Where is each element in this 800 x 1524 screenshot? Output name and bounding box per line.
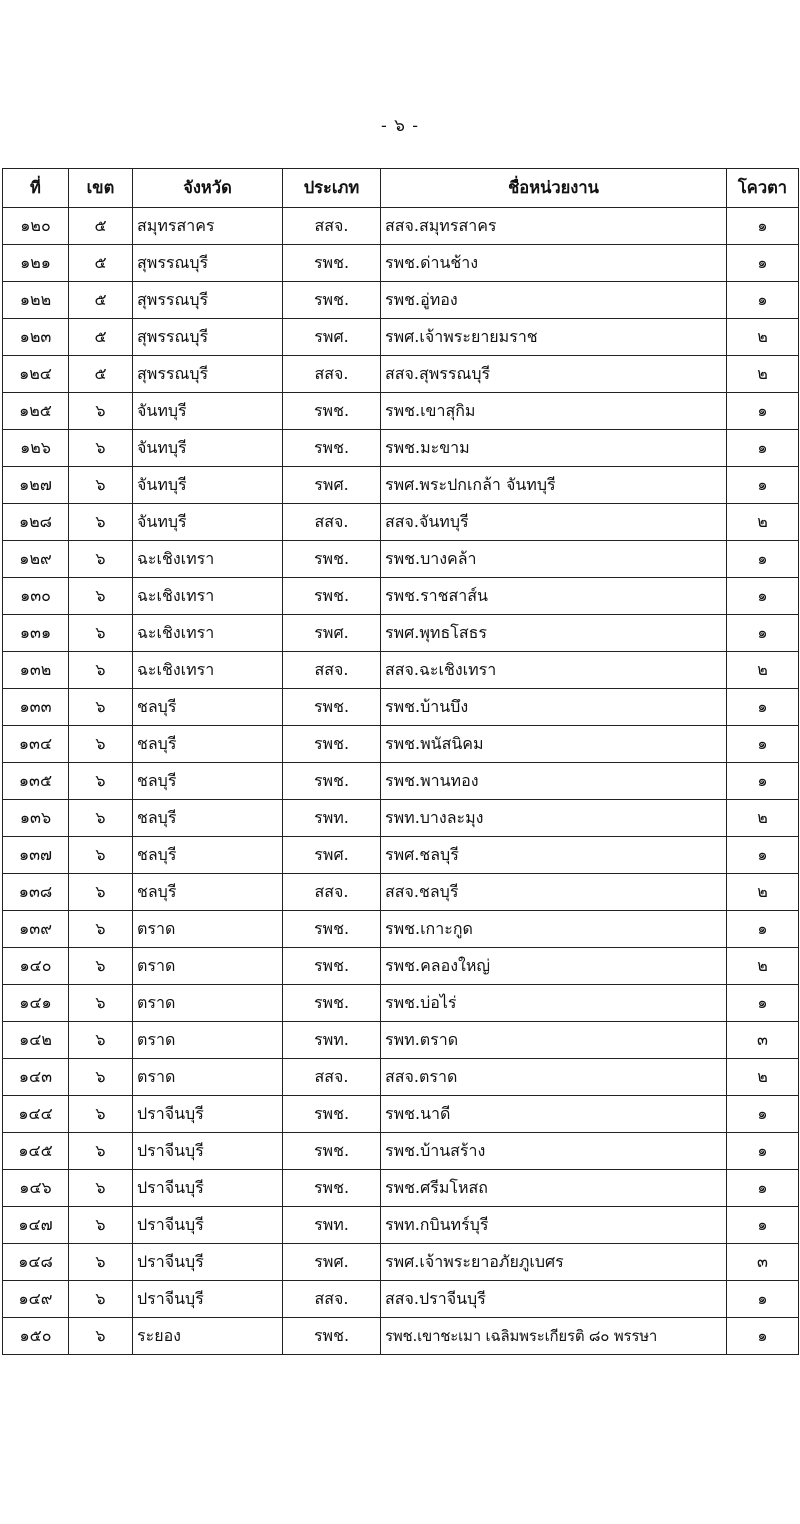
- row-number: ๑๓๓: [3, 689, 69, 726]
- zone-cell: ๖: [69, 726, 133, 763]
- province-cell: ฉะเชิงเทรา: [133, 615, 283, 652]
- quota-cell: ๑: [727, 726, 799, 763]
- unit-name-cell: รพท.ตราด: [381, 1022, 727, 1059]
- type-cell: รพช.: [283, 763, 381, 800]
- zone-cell: ๖: [69, 652, 133, 689]
- quota-table: [2, 168, 799, 1355]
- province-cell: ชลบุรี: [133, 837, 283, 874]
- province-cell: จันทบุรี: [133, 393, 283, 430]
- unit-name-cell: รพช.มะขาม: [381, 430, 727, 467]
- unit-name-cell: รพช.บ่อไร่: [381, 985, 727, 1022]
- type-cell: รพศ.: [283, 1244, 381, 1281]
- row-number: ๑๓๖: [3, 800, 69, 837]
- type-cell: สสจ.: [283, 1281, 381, 1318]
- row-number: ๑๓๐: [3, 578, 69, 615]
- province-cell: ตราด: [133, 948, 283, 985]
- table-row: [3, 1096, 799, 1133]
- type-cell: รพท.: [283, 800, 381, 837]
- zone-cell: ๖: [69, 800, 133, 837]
- quota-cell: ๒: [727, 874, 799, 911]
- quota-cell: ๑: [727, 837, 799, 874]
- row-number: ๑๒๓: [3, 319, 69, 356]
- table-row: [3, 1022, 799, 1059]
- header-type: ประเภท: [283, 169, 381, 208]
- row-number: ๑๒๔: [3, 356, 69, 393]
- quota-cell: ๒: [727, 504, 799, 541]
- type-cell: รพศ.: [283, 467, 381, 504]
- quota-cell: ๑: [727, 763, 799, 800]
- unit-name-cell: สสจ.ชลบุรี: [381, 874, 727, 911]
- quota-cell: ๓: [727, 1022, 799, 1059]
- quota-cell: ๒: [727, 1059, 799, 1096]
- quota-cell: ๑: [727, 245, 799, 282]
- province-cell: สุพรรณบุรี: [133, 356, 283, 393]
- row-number: ๑๓๑: [3, 615, 69, 652]
- province-cell: สมุทรสาคร: [133, 208, 283, 245]
- province-cell: ชลบุรี: [133, 800, 283, 837]
- row-number: ๑๒๘: [3, 504, 69, 541]
- table-row: [3, 208, 799, 245]
- type-cell: สสจ.: [283, 652, 381, 689]
- quota-cell: ๑: [727, 430, 799, 467]
- type-cell: รพศ.: [283, 837, 381, 874]
- zone-cell: ๖: [69, 1096, 133, 1133]
- unit-name-cell: สสจ.สุพรรณบุรี: [381, 356, 727, 393]
- zone-cell: ๖: [69, 578, 133, 615]
- unit-name-cell: รพช.ด่านช้าง: [381, 245, 727, 282]
- type-cell: รพช.: [283, 430, 381, 467]
- table-row: [3, 504, 799, 541]
- table-row: [3, 615, 799, 652]
- type-cell: รพช.: [283, 911, 381, 948]
- unit-name-cell: รพช.ราชสาส์น: [381, 578, 727, 615]
- table-row: [3, 578, 799, 615]
- table-row: [3, 689, 799, 726]
- type-cell: รพช.: [283, 1318, 381, 1355]
- row-number: ๑๓๙: [3, 911, 69, 948]
- province-cell: จันทบุรี: [133, 467, 283, 504]
- unit-name-cell: รพช.ศรีมโหสถ: [381, 1170, 727, 1207]
- quota-cell: ๑: [727, 615, 799, 652]
- province-cell: ชลบุรี: [133, 763, 283, 800]
- row-number: ๑๒๕: [3, 393, 69, 430]
- type-cell: รพช.: [283, 541, 381, 578]
- zone-cell: ๖: [69, 1170, 133, 1207]
- province-cell: ตราด: [133, 1022, 283, 1059]
- table-row: [3, 837, 799, 874]
- quota-cell: ๑: [727, 985, 799, 1022]
- row-number: ๑๒๖: [3, 430, 69, 467]
- row-number: ๑๓๕: [3, 763, 69, 800]
- province-cell: สุพรรณบุรี: [133, 245, 283, 282]
- unit-name-cell: รพช.บางคล้า: [381, 541, 727, 578]
- table-row: [3, 911, 799, 948]
- type-cell: รพศ.: [283, 615, 381, 652]
- page-number: - ๖ -: [380, 116, 420, 136]
- header-province: จังหวัด: [133, 169, 283, 208]
- quota-cell: ๑: [727, 1096, 799, 1133]
- table-row: [3, 245, 799, 282]
- type-cell: รพช.: [283, 282, 381, 319]
- table-row: [3, 800, 799, 837]
- table-row: [3, 1244, 799, 1281]
- type-cell: รพช.: [283, 985, 381, 1022]
- province-cell: ปราจีนบุรี: [133, 1207, 283, 1244]
- zone-cell: ๖: [69, 911, 133, 948]
- table-row: [3, 430, 799, 467]
- province-cell: ฉะเชิงเทรา: [133, 541, 283, 578]
- table-row: [3, 467, 799, 504]
- quota-cell: ๑: [727, 541, 799, 578]
- row-number: ๑๔๐: [3, 948, 69, 985]
- province-cell: ชลบุรี: [133, 689, 283, 726]
- table-row: [3, 393, 799, 430]
- quota-cell: ๒: [727, 652, 799, 689]
- type-cell: สสจ.: [283, 356, 381, 393]
- zone-cell: ๖: [69, 689, 133, 726]
- zone-cell: ๕: [69, 245, 133, 282]
- unit-name-cell: รพช.พานทอง: [381, 763, 727, 800]
- zone-cell: ๖: [69, 1022, 133, 1059]
- unit-name-cell: รพช.นาดี: [381, 1096, 727, 1133]
- zone-cell: ๖: [69, 1207, 133, 1244]
- quota-cell: ๑: [727, 1318, 799, 1355]
- header-unit-name: ชื่อหน่วยงาน: [381, 169, 727, 208]
- row-number: ๑๒๒: [3, 282, 69, 319]
- unit-name-cell: สสจ.ฉะเชิงเทรา: [381, 652, 727, 689]
- type-cell: สสจ.: [283, 504, 381, 541]
- province-cell: จันทบุรี: [133, 430, 283, 467]
- type-cell: รพช.: [283, 393, 381, 430]
- row-number: ๑๒๗: [3, 467, 69, 504]
- quota-cell: ๑: [727, 282, 799, 319]
- row-number: ๑๒๙: [3, 541, 69, 578]
- table-row: [3, 1059, 799, 1096]
- table-row: [3, 874, 799, 911]
- unit-name-cell: รพท.บางละมุง: [381, 800, 727, 837]
- province-cell: ปราจีนบุรี: [133, 1170, 283, 1207]
- type-cell: รพท.: [283, 1207, 381, 1244]
- table-row: [3, 1207, 799, 1244]
- zone-cell: ๖: [69, 504, 133, 541]
- zone-cell: ๕: [69, 356, 133, 393]
- province-cell: ชลบุรี: [133, 874, 283, 911]
- province-cell: ปราจีนบุรี: [133, 1133, 283, 1170]
- type-cell: รพช.: [283, 1096, 381, 1133]
- quota-cell: ๑: [727, 1133, 799, 1170]
- row-number: ๑๓๒: [3, 652, 69, 689]
- zone-cell: ๖: [69, 985, 133, 1022]
- row-number: ๑๔๓: [3, 1059, 69, 1096]
- province-cell: ปราจีนบุรี: [133, 1244, 283, 1281]
- row-number: ๑๔๕: [3, 1133, 69, 1170]
- province-cell: ตราด: [133, 985, 283, 1022]
- table-row: [3, 763, 799, 800]
- row-number: ๑๓๘: [3, 874, 69, 911]
- quota-cell: ๒: [727, 948, 799, 985]
- type-cell: รพช.: [283, 689, 381, 726]
- quota-cell: ๒: [727, 356, 799, 393]
- zone-cell: ๕: [69, 319, 133, 356]
- type-cell: รพช.: [283, 948, 381, 985]
- zone-cell: ๕: [69, 282, 133, 319]
- zone-cell: ๖: [69, 541, 133, 578]
- zone-cell: ๖: [69, 837, 133, 874]
- table-row: [3, 726, 799, 763]
- quota-cell: ๑: [727, 1170, 799, 1207]
- row-number: ๑๓๔: [3, 726, 69, 763]
- unit-name-cell: สสจ.ปราจีนบุรี: [381, 1281, 727, 1318]
- zone-cell: ๖: [69, 467, 133, 504]
- unit-name-cell: สสจ.จันทบุรี: [381, 504, 727, 541]
- quota-cell: ๓: [727, 1244, 799, 1281]
- province-cell: ระยอง: [133, 1318, 283, 1355]
- unit-name-cell: รพศ.ชลบุรี: [381, 837, 727, 874]
- table-row: [3, 1281, 799, 1318]
- unit-name-cell: รพช.อู่ทอง: [381, 282, 727, 319]
- province-cell: สุพรรณบุรี: [133, 282, 283, 319]
- quota-cell: ๑: [727, 467, 799, 504]
- table-row: [3, 985, 799, 1022]
- row-number: ๑๔๙: [3, 1281, 69, 1318]
- zone-cell: ๕: [69, 208, 133, 245]
- row-number: ๑๔๒: [3, 1022, 69, 1059]
- row-number: ๑๓๗: [3, 837, 69, 874]
- table-header: [3, 169, 799, 208]
- table-row: [3, 541, 799, 578]
- unit-name-cell: รพช.เขาสุกิม: [381, 393, 727, 430]
- quota-cell: ๒: [727, 800, 799, 837]
- type-cell: สสจ.: [283, 208, 381, 245]
- unit-name-cell: รพศ.พุทธโสธร: [381, 615, 727, 652]
- header-no: ที่: [3, 169, 69, 208]
- province-cell: ฉะเชิงเทรา: [133, 652, 283, 689]
- quota-cell: ๑: [727, 208, 799, 245]
- table-row: [3, 1133, 799, 1170]
- province-cell: จันทบุรี: [133, 504, 283, 541]
- quota-cell: ๒: [727, 319, 799, 356]
- table-row: [3, 1318, 799, 1355]
- table-row: [3, 319, 799, 356]
- type-cell: สสจ.: [283, 1059, 381, 1096]
- row-number: ๑๔๔: [3, 1096, 69, 1133]
- zone-cell: ๖: [69, 615, 133, 652]
- table-row: [3, 1170, 799, 1207]
- quota-cell: ๑: [727, 1207, 799, 1244]
- row-number: ๑๔๘: [3, 1244, 69, 1281]
- type-cell: รพช.: [283, 245, 381, 282]
- unit-name-cell: รพช.บ้านบึง: [381, 689, 727, 726]
- province-cell: ตราด: [133, 1059, 283, 1096]
- province-cell: ฉะเชิงเทรา: [133, 578, 283, 615]
- header-zone: เขต: [69, 169, 133, 208]
- quota-cell: ๑: [727, 689, 799, 726]
- type-cell: รพช.: [283, 1133, 381, 1170]
- unit-name-cell: รพท.กบินทร์บุรี: [381, 1207, 727, 1244]
- unit-name-cell: รพช.เกาะกูด: [381, 911, 727, 948]
- quota-cell: ๑: [727, 393, 799, 430]
- quota-cell: ๑: [727, 911, 799, 948]
- unit-name-cell: รพช.พนัสนิคม: [381, 726, 727, 763]
- type-cell: รพท.: [283, 1022, 381, 1059]
- zone-cell: ๖: [69, 1281, 133, 1318]
- province-cell: ชลบุรี: [133, 726, 283, 763]
- zone-cell: ๖: [69, 874, 133, 911]
- zone-cell: ๖: [69, 1133, 133, 1170]
- zone-cell: ๖: [69, 1318, 133, 1355]
- row-number: ๑๒๑: [3, 245, 69, 282]
- unit-name-cell: สสจ.ตราด: [381, 1059, 727, 1096]
- zone-cell: ๖: [69, 1059, 133, 1096]
- zone-cell: ๖: [69, 763, 133, 800]
- unit-name-cell: รพช.บ้านสร้าง: [381, 1133, 727, 1170]
- row-number: ๑๔๗: [3, 1207, 69, 1244]
- table-row: [3, 282, 799, 319]
- header-row: [3, 169, 799, 208]
- row-number: ๑๔๑: [3, 985, 69, 1022]
- unit-name-cell: รพศ.พระปกเกล้า จันทบุรี: [381, 467, 727, 504]
- zone-cell: ๖: [69, 948, 133, 985]
- type-cell: สสจ.: [283, 874, 381, 911]
- unit-name-cell: รพช.คลองใหญ่: [381, 948, 727, 985]
- type-cell: รพช.: [283, 1170, 381, 1207]
- table-row: [3, 948, 799, 985]
- type-cell: รพช.: [283, 578, 381, 615]
- row-number: ๑๒๐: [3, 208, 69, 245]
- unit-name-cell: รพช.เขาชะเมา เฉลิมพระเกียรติ ๘๐ พรรษา: [381, 1318, 727, 1355]
- header-quota: โควตา: [727, 169, 799, 208]
- zone-cell: ๖: [69, 393, 133, 430]
- zone-cell: ๖: [69, 430, 133, 467]
- zone-cell: ๖: [69, 1244, 133, 1281]
- quota-cell: ๑: [727, 1281, 799, 1318]
- table-row: [3, 652, 799, 689]
- province-cell: ตราด: [133, 911, 283, 948]
- unit-name-cell: รพศ.เจ้าพระยายมราช: [381, 319, 727, 356]
- province-cell: ปราจีนบุรี: [133, 1281, 283, 1318]
- province-cell: สุพรรณบุรี: [133, 319, 283, 356]
- quota-cell: ๑: [727, 578, 799, 615]
- row-number: ๑๔๖: [3, 1170, 69, 1207]
- type-cell: รพช.: [283, 726, 381, 763]
- unit-name-cell: รพศ.เจ้าพระยาอภัยภูเบศร: [381, 1244, 727, 1281]
- table-body: [3, 208, 799, 1355]
- type-cell: รพศ.: [283, 319, 381, 356]
- province-cell: ปราจีนบุรี: [133, 1096, 283, 1133]
- table-row: [3, 356, 799, 393]
- unit-name-cell: สสจ.สมุทรสาคร: [381, 208, 727, 245]
- row-number: ๑๕๐: [3, 1318, 69, 1355]
